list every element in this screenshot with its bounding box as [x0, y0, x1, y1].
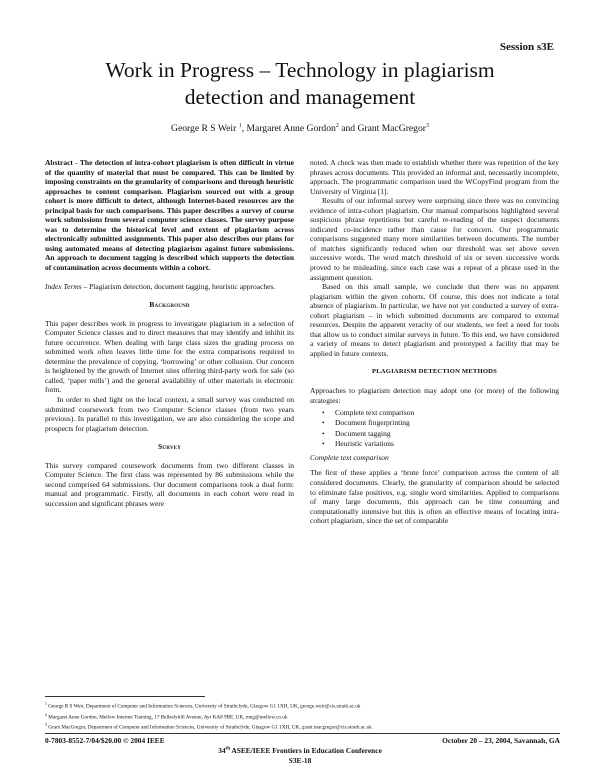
author-name: Grant MacGregor — [357, 123, 426, 135]
footnote: $^1$ George R S Weir, Department of Computer and Information Sciences, University of Strathclyde, Glasgow G1 1XH, UK, george.weir@cis.strath.ac.uk — [45, 701, 361, 710]
list-item: • Document tagging — [322, 428, 391, 438]
paragraph: noted. A check was then made to establish whether there was repetition of the key phrases across documents. This provided an informal and, necessarily incomplete, approach. The programmatic comparison used the WCopyFind program from the University of Virginia [1]. — [310, 158, 559, 196]
section-heading-survey: Survey — [157, 442, 182, 452]
list-item: • Heuristic variations — [322, 438, 394, 448]
author-footnote-mark: 1 — [238, 123, 242, 129]
left-column — [45, 158, 294, 509]
paragraph: This paper describes work in progress to investigate plagiarism in a selection of Computer Science classes and to direct measures that may identify and inhibit its future occurrence. When dealing with large class sizes the grading process on submitted work often leaves little time for the extra comparisons required to determine the prevalence of copying, ‘borrowing’ or other collusion. Our concern is heightened by the growth of Internet sites offering third-party work for sale (so called, ‘paper mills’) and the general availability of other materials in electronic form. — [45, 318, 294, 395]
author-name: Margaret Anne Gordon — [246, 123, 336, 135]
index-terms-text: – Plagiarism detection, document tagging, heuristic approaches. — [81, 281, 276, 291]
right-column — [310, 158, 559, 526]
index-terms — [45, 282, 294, 292]
author-footnote-mark: 3 — [425, 123, 429, 129]
footnotes — [45, 700, 560, 732]
paragraph: Results of our informal survey were surprising since there was no convincing evidence of intra-cohort plagiarism. Our manual comparisons highlighted several suspicious phrase repetitions but careful re-reading of the suspect documents indicated co-incidence rather than cause for concern. Our programmatic comparisons suggested many more similarities between documents. The number of matches significantly reduced when our threshold was set above seven successive words. The word match threshold of six or seven successive words proved to be misleading, since each case was a repeat of a phrase used in the assignment question. — [310, 196, 559, 282]
list-item: • Document fingerprinting — [322, 418, 410, 428]
title-line-1: Work in Progress – Technology in plagiarism — [105, 58, 495, 82]
paper-title — [40, 57, 560, 111]
paragraph: This survey compared coursework documents from two different classes in Computer Science. The first class was represented by 86 submissions while the second comprised 64 submissions. Our document comparisons took a dual form: manual and programmatic. Firstly, all documents in each cohort were read in succession and significant phrases were — [45, 460, 294, 508]
footer-conference: 34th ASEE/IEEE Frontiers in Education Conference — [218, 746, 382, 755]
abstract: Abstract - The detection of intra-cohort plagiarism is often difficult in virtue of the quantity of material that must be compared. This can be limited by imposing constraints on the granularity of comparisons and through heuristic approaches to content comparison. Plagiarism sourced out with a group cohort is more difficult to detect, although Internet-based resources are the principal basis for such comparisons. This paper describes a survey of course work submissions from several computer science classes. The survey purpose was to determine the historical level and extent of plagiarism across electronically submitted assignments. This paper also describes our plans for using automated means of detecting plagiarism against future submissions. An approach to document tagging is described which supports the detection of contamination across documents within a cohort. — [45, 158, 294, 273]
author-name: George R S Weir — [171, 123, 237, 135]
author-list: George R S Weir $^1$, Margaret Anne Gordon$^2$ and Grant MacGregor$^3$ — [171, 123, 429, 135]
strategy-list — [310, 408, 559, 449]
footnote: $^2$ Margaret Anne Gordon, Mellow Internet Training, 17 Belleslyhill Avenue, Ayr KA8 9BE, UK, meg@mellow.co.uk — [45, 711, 288, 721]
index-terms-label: Index Terms — [45, 281, 82, 291]
paragraph: Based on this small sample, we conclude that there was no apparent plagiarism within the given cohorts. Of course, this does not indicate a total absence of plagiarism. In particular, we have not yet conducted a survey of extra-cohort plagiarism – in which submitted documents are compared to external resources. Despite the apparent veracity of our students, we feel a need for tools that allow us to conduct similar surveys in future. To this end, we have considered a variety of means to detect plagiarism and prototyped a facility that may be applied in future contexts. — [310, 282, 559, 358]
session-label: Session s3E — [499, 41, 554, 53]
author-footnote-mark: 2 — [335, 123, 339, 129]
footnote: $^3$ Grant MacGregor, Department of Computer and Information Sciences, University of Strathclyde, Glasgow G1 1XH, UK, grant.macgregor@cis.strath.ac.uk — [45, 722, 372, 732]
footer-date-location: October 20 – 23, 2004, Savannah, GA — [442, 736, 560, 745]
section-heading-methods: PLAGIARISM DETECTION METHODS — [371, 368, 498, 376]
bullet-icon: • — [322, 428, 325, 438]
paragraph: The first of these applies a ‘brute force’ comparison across the content of all considered documents. Clearly, the granularity of comparison should be selected to eliminate false positives, e.g. single word similarities. Applied to comparisons of many large documents, this approach can be time consuming and computationally intensive but this is often an effective means of locating intra-cohort plagiarism, since the set of comparable — [310, 468, 559, 526]
bullet-icon: • — [322, 418, 325, 428]
footer-isbn: 0-7803-8552-7/04/$20.00 © 2004 IEEE — [45, 736, 165, 745]
list-item: • Complete text comparison — [322, 408, 415, 418]
paragraph: In order to shed light on the local context, a small survey was conducted on submitted coursework from two Computer Science classes (from two years previous). In parallel to this investigation, we are also considering the scope and prospects for plagiarism detection. — [45, 395, 294, 433]
title-line-2: detection and management — [184, 85, 416, 109]
footer-page-number: S3E-18 — [288, 756, 312, 765]
section-heading-background: Background — [149, 300, 190, 310]
bullet-icon: • — [322, 438, 325, 448]
footnote-rule — [45, 696, 205, 697]
paragraph: Approaches to plagiarism detection may adopt one (or more) of the following strategies: — [310, 386, 559, 405]
bullet-icon: • — [322, 408, 325, 418]
footer-rule — [45, 733, 560, 734]
subsection-heading-complete-text: Complete text comparison — [310, 452, 389, 462]
